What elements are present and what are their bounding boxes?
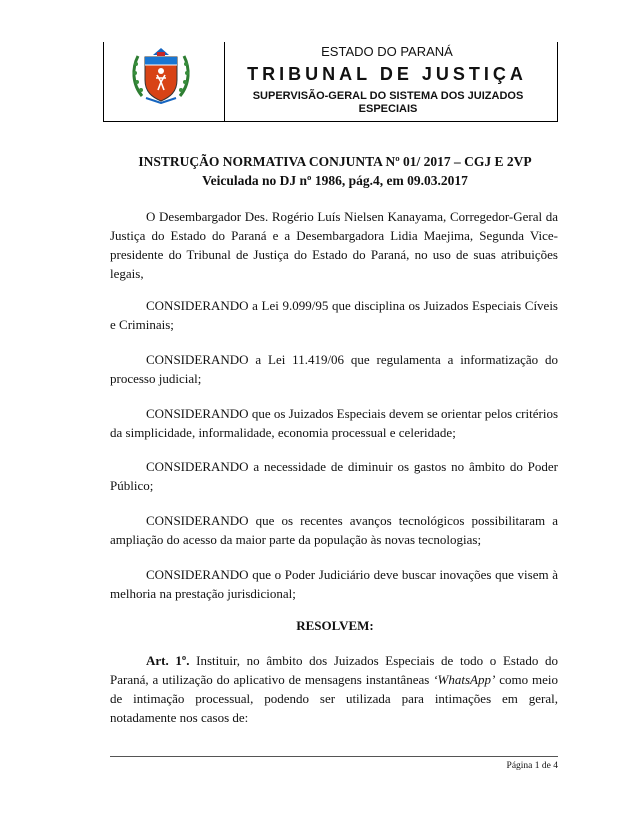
parana-coat-of-arms-icon <box>130 46 192 104</box>
considerando-1: CONSIDERANDO a Lei 9.099/95 que disciplina os Juizados Especiais Cíveis e Criminais; <box>110 298 558 332</box>
header-supervision: SUPERVISÃO-GERAL DO SISTEMA DOS JUIZADOS ESPECIAIS <box>252 90 524 115</box>
article-1 <box>110 651 558 727</box>
considerando-6: CONSIDERANDO que o Poder Judiciário deve buscar inovações que visem à melhoria na prestação jurisdicional; <box>110 567 558 601</box>
considerando-5: CONSIDERANDO que os recentes avanços tecnológicos possibilitaram a ampliação do acesso da maior parte da população às novas tecnologias; <box>110 513 558 547</box>
considerando-4: CONSIDERANDO a necessidade de diminuir os gastos no âmbito do Poder Público; <box>110 459 558 493</box>
header-state: ESTADO DO PARANÁ <box>321 44 453 59</box>
preamble: O Desembargador Des. Rogério Luís Nielsen Kanayama, Corregedor-Geral da Justiça do Estado do Paraná e a Desembargadora Lidia Maejima, Segunda Vice-presidente do Tribunal de Justiça do Estado do Paraná, no uso de suas atribuições legais, <box>110 209 558 281</box>
article-1-label: Art. 1º. <box>146 653 190 668</box>
header-bottom-border <box>103 121 558 122</box>
whatsapp-term: ‘WhatsApp’ <box>433 672 496 687</box>
resolvem-heading: RESOLVEM: <box>296 618 374 633</box>
header-left-border <box>103 42 104 122</box>
header-right-border <box>557 42 558 122</box>
header-court: TRIBUNAL DE JUSTIÇA <box>247 64 527 84</box>
document-title: INSTRUÇÃO NORMATIVA CONJUNTA Nº 01/ 2017 – CGJ E 2VP <box>138 154 532 169</box>
considerando-2: CONSIDERANDO a Lei 11.419/06 que regulamenta a informatização do processo judicial; <box>110 352 558 386</box>
document-subtitle: Veiculada no DJ nº 1986, pág.4, em 09.03.2017 <box>202 173 468 188</box>
header-divider <box>224 42 225 122</box>
footer-divider <box>110 756 558 757</box>
article-1-text-before: Instituir, no âmbito dos Juizados Especiais de todo o Estado do Paraná, a utilização do aplicativo de mensagens instantâneas <box>110 653 559 687</box>
considerando-3: CONSIDERANDO que os Juizados Especiais devem se orientar pelos critérios da simplicidade, informalidade, economia processual e celeridade; <box>110 406 558 440</box>
page-number: Página 1 de 4 <box>506 761 558 771</box>
article-1-text-after: como meio de intimação processual, podendo ser utilizada para intimações em geral, notadamente nos casos de: <box>110 672 558 725</box>
